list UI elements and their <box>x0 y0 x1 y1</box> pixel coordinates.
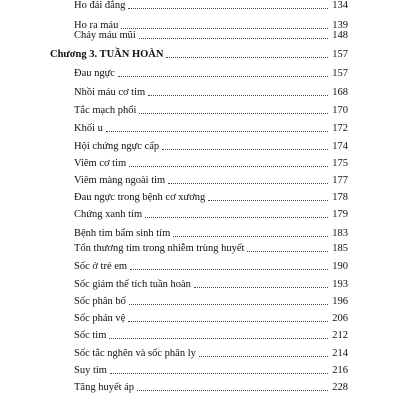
toc-entry-page: 216 <box>332 365 348 376</box>
toc-entry-title: Sốc giảm thể tích tuần hoàn <box>74 279 191 290</box>
dot-leader <box>145 216 328 218</box>
toc-entry-title: Viêm cơ tim <box>74 158 127 169</box>
toc-entry <box>74 242 348 255</box>
dot-leader <box>173 235 328 237</box>
toc-entry <box>74 364 348 377</box>
dot-leader <box>106 130 328 132</box>
dot-leader <box>199 355 328 357</box>
toc-entry-title: Tắc mạch phổi <box>74 105 137 116</box>
dot-leader <box>166 56 328 58</box>
toc-entry-page: 134 <box>332 0 348 11</box>
dot-leader <box>139 112 328 114</box>
dot-leader <box>208 199 328 201</box>
toc-entry-title: Đau ngực trong bệnh cơ xương <box>74 192 206 203</box>
toc-entry-title: Đau ngực <box>74 68 115 79</box>
toc-entry <box>74 191 348 204</box>
toc-entry-page: 214 <box>332 348 348 359</box>
toc-entry-title: Sốc phân bố <box>74 296 126 307</box>
dot-leader <box>168 182 328 184</box>
toc-entry-page: 212 <box>332 330 348 341</box>
toc-entry-page: 139 <box>332 20 348 31</box>
toc-entry-title: Suy tim <box>74 365 107 376</box>
toc-entry <box>74 0 348 12</box>
toc-entry-page: 175 <box>332 158 348 169</box>
toc-entry-page: 170 <box>332 105 348 116</box>
toc-entry-title: Sốc tim <box>74 330 107 341</box>
toc-entry-title: Bệnh tim bẩm sinh tím <box>74 228 171 239</box>
toc-entry-title: Sốc phản vệ <box>74 313 126 324</box>
toc-entry-page: 185 <box>332 243 348 254</box>
toc-entry-page: 157 <box>332 68 348 79</box>
toc-entry-title: Tăng huyết áp <box>74 382 135 393</box>
dot-leader <box>128 7 328 9</box>
toc-entry-page: 196 <box>332 296 348 307</box>
toc-entry <box>74 329 348 342</box>
toc-entry <box>74 140 348 153</box>
chapter-title: Chương 3. TUẦN HOÀN <box>50 49 164 60</box>
toc-entry-title: Ho đái đắng <box>74 0 126 11</box>
toc-entry <box>74 260 348 273</box>
toc-entry <box>74 122 348 135</box>
toc-entry-page: 193 <box>332 279 348 290</box>
toc-entry-title: Chứng xanh tím <box>74 209 143 220</box>
dot-leader <box>139 37 328 39</box>
toc-entry-page: 206 <box>332 313 348 324</box>
toc-entry <box>74 312 348 325</box>
toc-entry <box>74 381 348 394</box>
toc-entry-title: Sốc ở trẻ em <box>74 261 128 272</box>
toc-entry-page: 178 <box>332 192 348 203</box>
toc-entry-page: 228 <box>332 382 348 393</box>
toc-entry-title: Viêm màng ngoài tim <box>74 175 166 186</box>
dot-leader <box>247 250 328 252</box>
toc-entry-page: 179 <box>332 209 348 220</box>
toc-entry <box>74 157 348 170</box>
toc-entry-page: 174 <box>332 141 348 152</box>
toc-entry-page: 190 <box>332 261 348 272</box>
toc-entry-page: 177 <box>332 175 348 186</box>
dot-leader <box>129 165 328 167</box>
toc-entry <box>74 227 348 240</box>
toc-entry <box>74 174 348 187</box>
dot-leader <box>110 372 328 374</box>
dot-leader <box>118 75 328 77</box>
toc-entry <box>74 208 348 221</box>
dot-leader <box>129 303 328 305</box>
toc-entry-title: Hội chứng ngực cấp <box>74 141 160 152</box>
toc-entry-page: 168 <box>332 87 348 98</box>
toc-entry-title: Sốc tắc nghẽn và sốc phân ly <box>74 348 196 359</box>
toc-entry-title: Khối u <box>74 123 103 134</box>
dot-leader <box>130 268 328 270</box>
toc-entry <box>74 347 348 360</box>
dot-leader <box>137 389 328 391</box>
dot-leader <box>128 320 328 322</box>
chapter-page: 157 <box>332 49 348 60</box>
toc-entry-title: Nhồi máu cơ tim <box>74 87 146 98</box>
dot-leader <box>148 94 328 96</box>
toc-entry <box>74 86 348 99</box>
dot-leader <box>194 286 328 288</box>
dot-leader <box>162 148 328 150</box>
toc-entry-page: 172 <box>332 123 348 134</box>
toc-entry <box>74 104 348 117</box>
toc-entry <box>74 67 348 80</box>
toc-entry-page: 183 <box>332 228 348 239</box>
toc-entry <box>74 278 348 291</box>
toc-chapter-heading <box>50 48 348 61</box>
toc-entry-title: Tổn thương tim trong nhiễm trùng huyết <box>74 243 245 254</box>
dot-leader <box>109 337 328 339</box>
toc-entry <box>74 29 348 42</box>
toc-entry-title: Chảy máu mũi <box>74 30 136 41</box>
toc-entry <box>74 295 348 308</box>
toc-entry-page: 148 <box>332 30 348 41</box>
toc-entry-title: Ho ra máu <box>74 20 119 31</box>
